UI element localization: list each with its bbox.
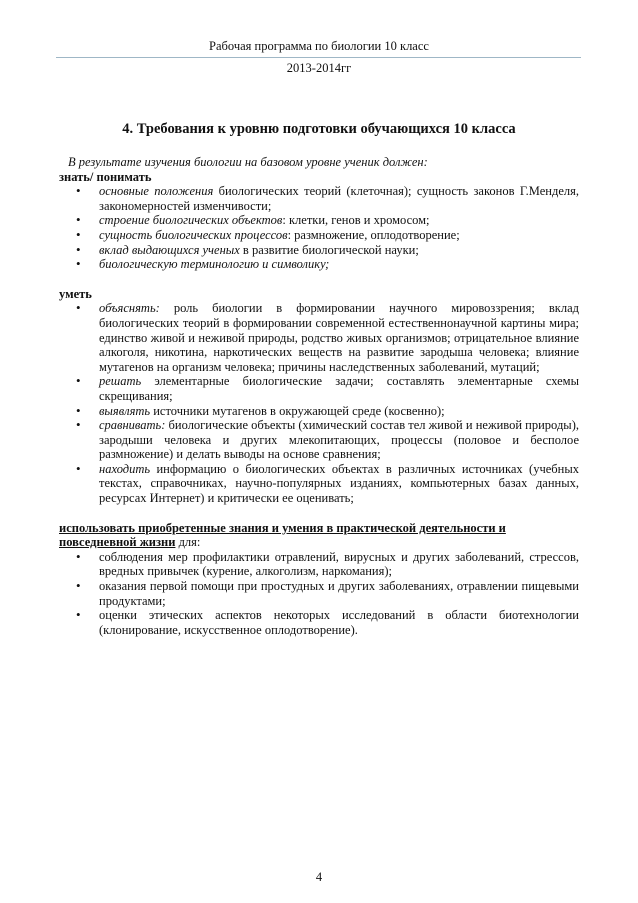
- header-years: 2013-2014гг: [286, 61, 352, 75]
- use-label-line1: использовать приобретенные знания и умения в практической деятельности и: [59, 520, 506, 535]
- list-item: • соблюдения мер профилактики отравлений, вирусных и других заболеваний, стрессов, вредных привычек (курение, алкоголизм, наркомания);: [59, 550, 579, 579]
- know-list: [59, 184, 579, 272]
- list-item: • сущность биологических процессов: размножение, оплодотворение;: [59, 228, 579, 243]
- list-item: • оказания первой помощи при простудных и других заболеваниях, отравлении пищевыми продуктами;: [59, 579, 579, 608]
- use-label-line2: повседневной жизни: [59, 535, 176, 550]
- list-item: • вклад выдающихся ученых в развитие биологической науки;: [59, 243, 579, 258]
- page-number: 4: [315, 870, 323, 884]
- can-label: уметь: [59, 286, 92, 301]
- list-item: • выявлять источники мутагенов в окружающей среде (косвенно);: [59, 404, 579, 419]
- know-label: знать/ понимать: [59, 169, 152, 184]
- list-item: • объяснять: роль биологии в формировании научного мировоззрения; вклад биологических теорий в формировании современной естественнонаучной картины мира; единство живой и неживой природы, родство живых организмов; отрицательное влияние алкоголя, никотина, наркотических веществ на развитие зародыша человека; влияние мутагенов на организм человека; причины наследственных заболеваний, мутаций;: [59, 301, 579, 374]
- intro-text: В результате изучения биологии на базовом уровне ученик должен:: [68, 155, 428, 169]
- section-title: 4. Требования к уровню подготовки обучающихся 10 класса: [122, 121, 516, 137]
- use-label-suffix: для:: [175, 535, 201, 550]
- use-label: [59, 521, 579, 550]
- header-divider: [56, 57, 581, 58]
- list-item: • сравнивать: биологические объекты (химический состав тел живой и неживой природы), зародыши человека и других млекопитающих, процессы (половое и бесполое размножение) и делать выводы на основе сравнения;: [59, 418, 579, 462]
- use-list: [59, 550, 579, 638]
- list-item: • оценки этических аспектов некоторых исследований в области биотехнологии (клонирование, искусственное оплодотворение).: [59, 608, 579, 637]
- can-list: [59, 301, 579, 505]
- document-body: [59, 155, 579, 637]
- list-item: • основные положения биологических теорий (клеточная); сущность законов Г.Менделя, закономерностей изменчивости;: [59, 184, 579, 213]
- list-item: • решать элементарные биологические задачи; составлять элементарные схемы скрещивания;: [59, 374, 579, 403]
- header-title: Рабочая программа по биологии 10 класс: [209, 39, 429, 53]
- list-item: • биологическую терминологию и символику;: [59, 257, 579, 272]
- list-item: • строение биологических объектов: клетки, генов и хромосом;: [59, 213, 579, 228]
- list-item: • находить информацию о биологических объектах в различных источниках (учебных текстах, справочниках, научно-популярных изданиях, компьютерных базах данных, ресурсах Интернет) и критически ее оценивать;: [59, 462, 579, 506]
